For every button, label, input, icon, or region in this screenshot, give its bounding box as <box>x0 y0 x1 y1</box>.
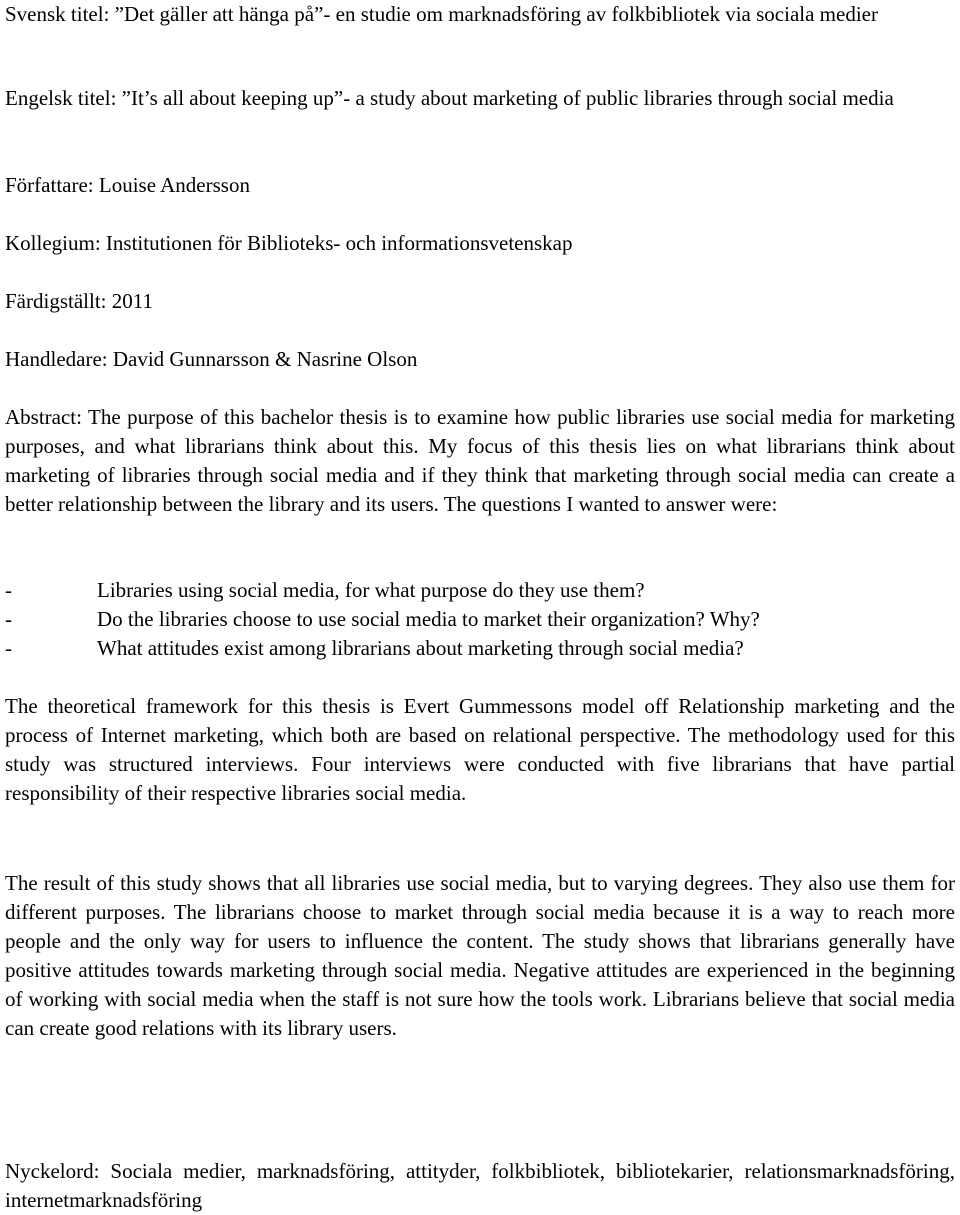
keywords-paragraph: Nyckelord: Sociala medier, marknadsföring, attityder, folkbibliotek, bibliotekarier, relationsmarknadsföring, internetmarknadsföring <box>5 1159 955 1212</box>
supervisors-line: Handledare: David Gunnarsson & Nasrine Olson <box>5 347 418 371</box>
list-dash: - <box>5 636 12 660</box>
result-paragraph: The result of this study shows that all libraries use social media, but to varying degrees. They also use them for different purposes. The librarians choose to market through social media because it is a way to reach more people and the only way for users to influence the content. The study shows that librarians generally have positive attitudes towards marketing through social media. Negative attitudes are experienced in the beginning of working with social media when the staff is not sure how the tools work. Librarians believe that social media can create good relations with its library users. <box>5 871 955 1040</box>
list-item <box>5 605 760 634</box>
list-item <box>5 634 760 663</box>
question-text: Do the libraries choose to use social media to market their organization? Why? <box>97 607 760 631</box>
college-line: Kollegium: Institutionen för Biblioteks- och informationsvetenskap <box>5 231 573 255</box>
framework-paragraph: The theoretical framework for this thesis is Evert Gummessons model off Relationship marketing and the process of Internet marketing, which both are based on relational perspective. The methodology used for this study was structured interviews. Four interviews were conducted with five librarians that have partial responsibility of their respective libraries social media. <box>5 694 955 805</box>
question-text: What attitudes exist among librarians about marketing through social media? <box>97 636 744 660</box>
list-item <box>5 576 760 605</box>
completed-line: Färdigställt: 2011 <box>5 289 153 313</box>
question-text: Libraries using social media, for what purpose do they use them? <box>97 578 645 602</box>
author-line: Författare: Louise Andersson <box>5 173 250 197</box>
list-dash: - <box>5 607 12 631</box>
english-title: Engelsk titel: ”It’s all about keeping up”- a study about marketing of public libraries through social media <box>5 86 894 110</box>
list-dash: - <box>5 578 12 602</box>
research-questions-list <box>5 576 760 663</box>
abstract-paragraph: Abstract: The purpose of this bachelor thesis is to examine how public libraries use social media for marketing purposes, and what librarians think about this. My focus of this thesis lies on what librarians think about marketing of libraries through social media and if they think that marketing through social media can create a better relationship between the library and its users. The questions I wanted to answer were: <box>5 405 955 516</box>
swedish-title: Svensk titel: ”Det gäller att hänga på”- en studie om marknadsföring av folkbibliotek via sociala medier <box>5 2 878 26</box>
